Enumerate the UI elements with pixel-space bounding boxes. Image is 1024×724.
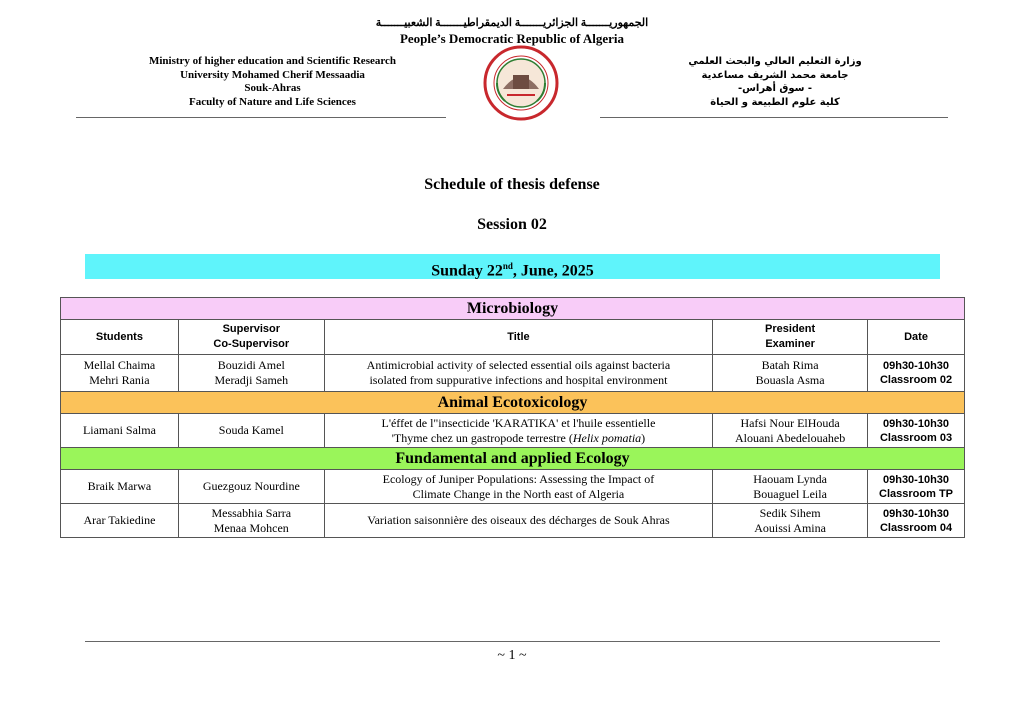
day-rest: , June, 2025 xyxy=(512,262,594,280)
table-row xyxy=(61,355,965,392)
thesis-title-line: isolated from suppurative infections and hospital environment xyxy=(369,373,668,387)
day-suffix: nd xyxy=(502,261,513,271)
students-cell xyxy=(61,504,179,538)
examiner-name: Alouani Abedelouaheb xyxy=(734,430,846,445)
students-cell xyxy=(61,470,179,504)
thesis-title-line xyxy=(327,431,710,446)
session-title: Session 02 xyxy=(477,216,547,233)
supervisor-name: Guezgouz Nourdine xyxy=(202,479,300,493)
classroom: Classroom 02 xyxy=(879,374,953,386)
city-line: Souk-Ahras xyxy=(244,82,301,94)
student-name: Liamani Salma xyxy=(82,423,156,437)
jury-cell xyxy=(713,504,868,538)
city-line-ar: - سوق أهراس- xyxy=(737,83,813,94)
section-title: Animal Ecotoxicology xyxy=(61,392,965,414)
classroom: Classroom 04 xyxy=(879,521,953,534)
student-name: Mellal Chaima xyxy=(83,358,156,372)
species-name: Helix pomatia xyxy=(572,430,642,445)
date-cell xyxy=(868,355,965,392)
president-name: Haouam Lynda xyxy=(753,471,827,486)
jury-cell xyxy=(713,470,868,504)
thesis-title-cell xyxy=(324,355,712,392)
cosupervisor-name: Meradji Sameh xyxy=(214,373,289,387)
university-line-ar: جامعة محمد الشريف مساعدية xyxy=(701,69,849,81)
jury-cell xyxy=(713,414,868,448)
time-slot: 09h30-10h30 xyxy=(882,360,950,372)
col-students: Students xyxy=(61,320,179,355)
classroom: Classroom 03 xyxy=(879,431,953,444)
thesis-title-cell xyxy=(324,470,712,504)
university-line: University Mohamed Cherif Messaadia xyxy=(180,68,365,81)
table-row xyxy=(61,504,965,538)
jury-cell xyxy=(713,355,868,392)
time-slot: 09h30-10h30 xyxy=(882,417,950,430)
examiner-name: Bouasla Asma xyxy=(755,373,825,387)
faculty-line-ar: كلية علوم الطبيعة و الحياة xyxy=(710,96,840,108)
header-row xyxy=(61,320,965,355)
col-examiner-label: Examiner xyxy=(765,338,815,350)
arabic-republic-title: الجمهوريـــــــة الجزائريـــــــة الديمقراطيـــــــة الشعبيـــــــة xyxy=(375,17,649,29)
col-supervisor xyxy=(178,320,324,355)
table-row xyxy=(61,470,965,504)
col-title: Title xyxy=(324,320,712,355)
col-cosupervisor-label: Co-Supervisor xyxy=(213,338,290,350)
classroom: Classroom TP xyxy=(879,487,953,500)
time-slot: 09h30-10h30 xyxy=(882,473,950,486)
date-cell xyxy=(868,414,965,448)
page-number: ~ 1 ~ xyxy=(497,648,527,663)
republic-title: People’s Democratic Republic of Algeria xyxy=(399,31,625,46)
thesis-title-line: Variation saisonnière des oiseaux des décharges de Souk Ahras xyxy=(367,513,670,527)
institution-block-en xyxy=(100,55,445,109)
cosupervisor-name: Menaa Mohcen xyxy=(213,520,289,535)
table-row xyxy=(61,414,965,448)
col-supervisor-label: Supervisor xyxy=(222,323,281,335)
supervisor-cell xyxy=(178,504,324,538)
institution-block-ar xyxy=(640,55,910,109)
section-row-animal-ecotoxicology xyxy=(61,392,965,414)
students-cell xyxy=(61,355,179,392)
col-jury xyxy=(713,320,868,355)
day-prefix: Sunday 22 xyxy=(431,262,503,280)
supervisor-name: Souda Kamel xyxy=(218,423,284,437)
header-rule-right xyxy=(600,117,948,118)
faculty-line: Faculty of Nature and Life Sciences xyxy=(189,95,356,108)
president-name: Hafsi Nour ElHouda xyxy=(740,415,840,430)
document-title: Schedule of thesis defense xyxy=(424,176,600,193)
thesis-title-cell xyxy=(324,504,712,538)
supervisor-cell xyxy=(178,470,324,504)
col-date: Date xyxy=(868,320,965,355)
student-name: Braik Marwa xyxy=(87,479,152,493)
section-row-microbiology xyxy=(61,298,965,320)
student-name: Mehri Rania xyxy=(89,373,150,387)
examiner-name: Bouaguel Leila xyxy=(753,486,827,501)
schedule-table xyxy=(60,297,965,538)
section-title: Fundamental and applied Ecology xyxy=(61,448,965,470)
col-president-label: President xyxy=(765,323,816,335)
students-cell xyxy=(61,414,179,448)
section-row-fundamental-ecology xyxy=(61,448,965,470)
university-logo xyxy=(483,45,559,121)
supervisor-name: Messabhia Sarra xyxy=(211,505,292,520)
examiner-name: Aouissi Amina xyxy=(754,520,826,535)
thesis-title-line: Climate Change in the North east of Algeria xyxy=(412,486,625,501)
section-title: Microbiology xyxy=(61,298,965,320)
time-slot: 09h30-10h30 xyxy=(882,507,950,520)
supervisor-name: Bouzidi Amel xyxy=(217,358,285,372)
supervisor-cell xyxy=(178,414,324,448)
thesis-title-text: 'Thyme chez un gastropode terrestre ( xyxy=(391,430,573,445)
ministry-line: Ministry of higher education and Scientific Research xyxy=(148,55,397,67)
footer-rule xyxy=(85,641,940,642)
date-cell xyxy=(868,470,965,504)
ministry-line-ar: وزارة التعليم العالي والبحث العلمي xyxy=(688,56,862,67)
date-cell xyxy=(868,504,965,538)
header-rule-left xyxy=(76,117,446,118)
thesis-title-line: L'éffet de l"insecticide 'KARATIKA' et l'huile essentielle xyxy=(381,415,656,430)
president-name: Batah Rima xyxy=(761,358,819,372)
thesis-title-line: Antimicrobial activity of selected essential oils against bacteria xyxy=(366,358,671,372)
thesis-title-line: Ecology of Juniper Populations: Assessing the Impact of xyxy=(382,471,655,486)
supervisor-cell xyxy=(178,355,324,392)
thesis-title-text: ) xyxy=(641,430,646,445)
president-name: Sedik Sihem xyxy=(759,505,821,520)
thesis-title-cell xyxy=(324,414,712,448)
student-name: Arar Takiedine xyxy=(83,513,156,527)
day-banner xyxy=(85,254,940,279)
